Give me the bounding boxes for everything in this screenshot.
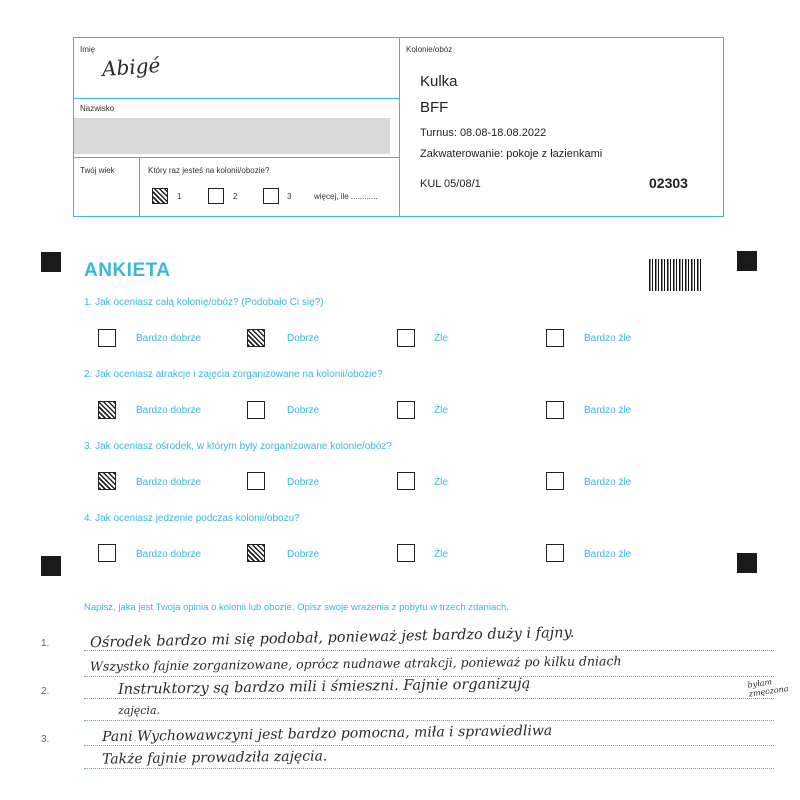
- q1-checkbox-bardzo-dobrze[interactable]: [98, 329, 116, 347]
- divider-surname: [74, 157, 399, 158]
- camp-code: KUL 05/08/1: [420, 178, 481, 190]
- handwritten-line-1: Ośrodek bardzo mi się podobał, ponieważ jest bardzo duży i fajny.: [89, 624, 575, 652]
- writing-line: [84, 745, 774, 746]
- question-2-text: 2. Jak oceniasz atrakcje i zajęcia zorganizowane na kolonii/obozie?: [84, 369, 383, 380]
- q1-option-bardzo-dobrze: Bardzo dobrze: [136, 333, 202, 344]
- survey-title: ANKIETA: [84, 260, 171, 281]
- name-label: Imię: [80, 45, 96, 54]
- times-option-1: 1: [177, 192, 182, 201]
- writing-line: [84, 768, 774, 769]
- turnus: Turnus: 08.08-18.08.2022: [420, 127, 547, 139]
- question-4-text: 4. Jak oceniasz jedzenie podczas kolonii/obozu?: [84, 513, 300, 524]
- registration-marker-bottom-left: [41, 556, 61, 576]
- writing-line: [84, 698, 774, 699]
- q2-checkbox-bardzo-zle[interactable]: [546, 401, 564, 419]
- registration-marker-bottom-right: [737, 553, 757, 573]
- question-1-text: 1. Jak oceniasz całą kolonię/obóz? (Podobało Ci się?): [84, 297, 324, 308]
- q3-option-bardzo-zle: Bardzo źle: [584, 477, 632, 488]
- q3-checkbox-bardzo-zle[interactable]: [546, 472, 564, 490]
- q4-checkbox-dobrze[interactable]: [247, 544, 265, 562]
- q2-option-zle: Źle: [434, 405, 448, 416]
- handwritten-line-3: Instruktorzy są bardzo mili i śmieszni. Fajnie organizują: [117, 676, 531, 698]
- handwritten-line-4: zajęcia.: [118, 704, 161, 717]
- q3-option-bardzo-dobrze: Bardzo dobrze: [136, 477, 202, 488]
- q3-checkbox-bardzo-dobrze[interactable]: [98, 472, 116, 490]
- line-number-1: 1.: [41, 638, 50, 649]
- q4-checkbox-bardzo-zle[interactable]: [546, 544, 564, 562]
- divider-age: [139, 157, 140, 216]
- opinion-prompt: Napisz, jaka jest Twoja opinia o kolonii lub obozie. Opisz swoje wrażenia z pobytu w trzech zdaniach.: [84, 602, 509, 613]
- barcode: [649, 259, 703, 291]
- times-option-3: 3: [287, 192, 292, 201]
- q2-option-bardzo-dobrze: Bardzo dobrze: [136, 405, 202, 416]
- q1-option-dobrze: Dobrze: [287, 333, 320, 344]
- writing-line: [84, 720, 774, 721]
- times-option-2: 2: [233, 192, 238, 201]
- q1-option-zle: Źle: [434, 333, 448, 344]
- times-checkbox-2[interactable]: [208, 188, 224, 204]
- question-3-text: 3. Jak oceniasz ośrodek, w którym były zorganizowane kolonie/obóz?: [84, 441, 392, 452]
- camp-label: Kolonie/obóz: [406, 45, 453, 54]
- q2-option-bardzo-zle: Bardzo źle: [584, 405, 632, 416]
- header-form: [73, 37, 724, 217]
- q4-checkbox-bardzo-dobrze[interactable]: [98, 544, 116, 562]
- form-id-number: 02303: [649, 175, 688, 191]
- accommodation: Zakwaterowanie: pokoje z łazienkami: [420, 148, 603, 160]
- q1-checkbox-bardzo-zle[interactable]: [546, 329, 564, 347]
- handwritten-line-5: Pani Wychowawczyni jest bardzo pomocna, miła i sprawiedliwa: [101, 722, 553, 746]
- q2-option-dobrze: Dobrze: [287, 405, 320, 416]
- q2-checkbox-zle[interactable]: [397, 401, 415, 419]
- q1-checkbox-dobrze[interactable]: [247, 329, 265, 347]
- q3-option-dobrze: Dobrze: [287, 477, 320, 488]
- handwritten-line-2: Wszystko fajnie zorganizowane, oprócz nudnawe atrakcji, ponieważ po kilku dniach: [89, 653, 622, 674]
- q3-checkbox-zle[interactable]: [397, 472, 415, 490]
- handwritten-line-6: Także fajnie prowadziła zajęcia.: [101, 748, 328, 768]
- name-field[interactable]: Abigé: [101, 52, 162, 82]
- q3-option-zle: Źle: [434, 477, 448, 488]
- surname-label: Nazwisko: [80, 104, 115, 113]
- surname-redacted: [74, 118, 390, 154]
- registration-marker-top-left: [41, 252, 61, 272]
- divider-vertical: [399, 38, 400, 216]
- camp-name: Kulka: [420, 73, 458, 90]
- registration-marker-top-right: [737, 251, 757, 271]
- line-number-2: 2.: [41, 686, 50, 697]
- margin-note: byłam zmęczona: [746, 677, 790, 699]
- q3-checkbox-dobrze[interactable]: [247, 472, 265, 490]
- writing-line: [84, 650, 774, 651]
- divider-name: [74, 98, 399, 99]
- times-more-label: więcej, ile ............: [314, 192, 378, 201]
- times-checkbox-3[interactable]: [263, 188, 279, 204]
- q4-option-bardzo-zle: Bardzo źle: [584, 549, 632, 560]
- q1-option-bardzo-zle: Bardzo źle: [584, 333, 632, 344]
- q2-checkbox-bardzo-dobrze[interactable]: [98, 401, 116, 419]
- q4-option-bardzo-dobrze: Bardzo dobrze: [136, 549, 202, 560]
- q2-checkbox-dobrze[interactable]: [247, 401, 265, 419]
- line-number-3: 3.: [41, 734, 50, 745]
- times-checkbox-1[interactable]: [152, 188, 168, 204]
- q4-option-zle: Źle: [434, 549, 448, 560]
- q4-checkbox-zle[interactable]: [397, 544, 415, 562]
- q1-checkbox-zle[interactable]: [397, 329, 415, 347]
- camp-sub: BFF: [420, 99, 449, 116]
- q4-option-dobrze: Dobrze: [287, 549, 320, 560]
- age-label: Twój wiek: [80, 166, 115, 175]
- times-label: Który raz jesteś na kolonii/obozie?: [148, 166, 270, 175]
